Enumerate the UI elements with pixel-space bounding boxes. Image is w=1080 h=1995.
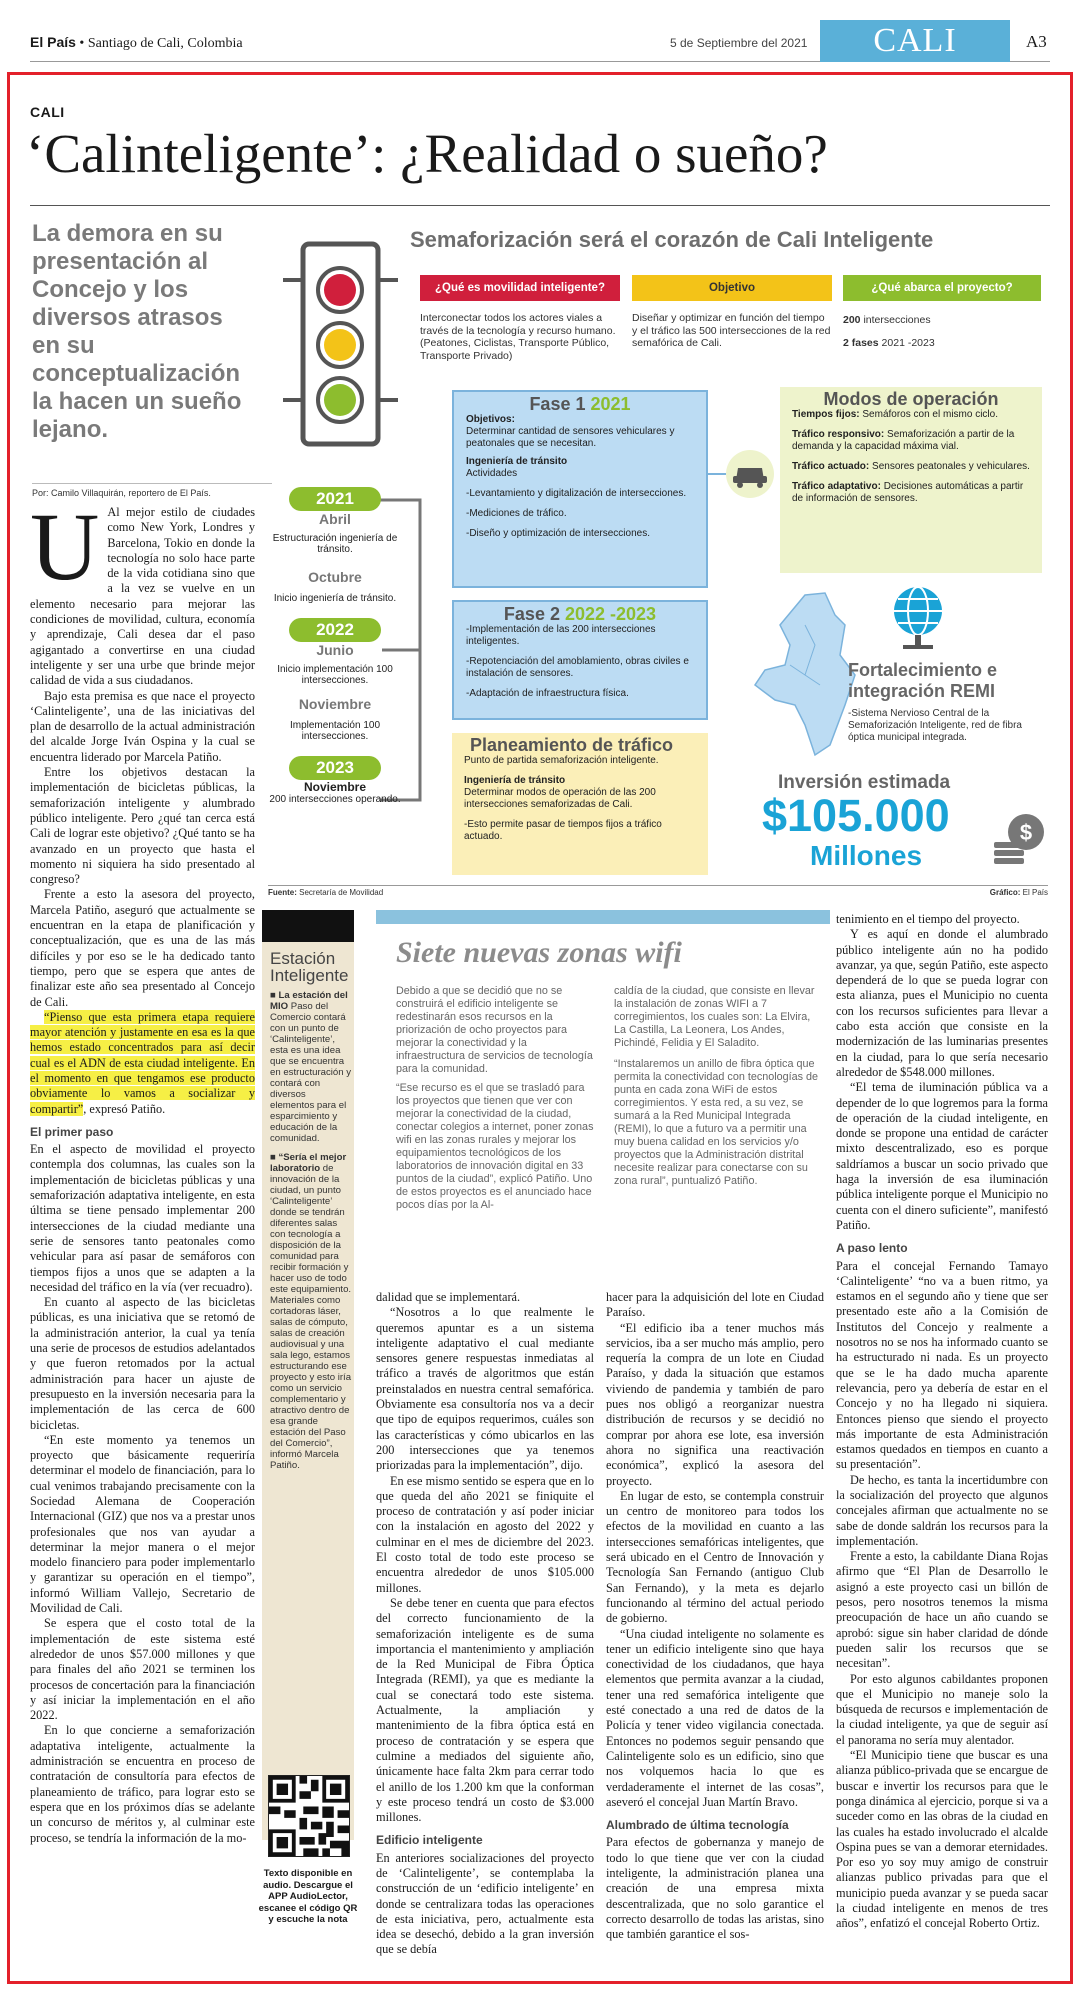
paragraph: En ese mismo sentido se espera que en lo que queda del año 2021 se finiquite el proceso de contratación y así poder iniciar con la instalación en agosto del 2022 y culminar en el mes de diciembre del 2023. El costo total de todo este proceso se encuentra alrededor de unos $105.000 millones. <box>376 1473 594 1595</box>
sidebar-header-bar <box>262 910 354 942</box>
label: Tráfico actuado: <box>792 461 870 472</box>
byline: Por: Camilo Villaquirán, reportero de El País. <box>32 483 272 498</box>
label: Ingeniería de tránsito <box>464 775 566 786</box>
planeamiento-title: Planeamiento de tráfico <box>470 735 674 755</box>
paragraph: Al mejor estilo de ciudades como New York, Londres y Barcelona, Tokio en donde la tecnología no solo hace parte de la vida cotidiana sino que a la vez se vuelve en un elemento necesario para mejorar las condiciones de movilidad, cultura, economía y aprendizaje, Cali desea dar el paso agigantado a convertirse en una ciudad inteligente y ser una urbe que brinde mejor calidad de vida a sus ciudadanos. <box>30 505 255 688</box>
objetivo-text: Diseñar y optimizar en función del tiempo y el tráfico las 500 intersecciones de la red semafórica de Cali. <box>632 312 831 349</box>
paragraph: Y es aquí en donde el alumbrado público inteligente aún no ha podido avanzar, ya que, según Patiño, este aspecto dependerá de lo que se pueda lograr con esta alianza, pues el Municipio no cuenta con los recursos suficientes para llevar a cabo esta acción que consiste en la modernización de las luminarias presentes en la ciudad, para lo que sería necesario alrededor de $548.000 millones. <box>836 927 1048 1079</box>
paragraph: “El tema de iluminación pública va a depender de lo que logremos para la forma de operación de la ciudad inteligente, en donde se propone una entidad de carácter mixto descentralizado, eso es porque saldríamos a buscar un socio privado que haga la inversión de esa iluminación pública inteligente porque el Municipio no cuenta con el dinero suficiente”, manifestó Patiño. <box>836 1080 1048 1232</box>
text: Decisiones automáticas a partir de información de sensores. <box>792 481 1024 504</box>
date: 5 de Septiembre del 2021 <box>670 36 808 50</box>
abarca-label: intersecciones <box>863 314 931 326</box>
label: Ingeniería de tránsito <box>466 456 568 467</box>
paragraph: Se espera que el costo total de la implementación de este sistema esté alrededor de unos $57.000 millones y que para finales del año 2021 se terminen los procesos de concertación para la financiación y así iniciar la implementación en el año 2022. <box>30 1616 255 1723</box>
inversion-unit: Millones <box>810 840 923 871</box>
timeline-text: Inicio implementación 100 intersecciones. <box>277 664 393 686</box>
fase-label: Fase 2 <box>503 604 560 624</box>
timeline-text: Inicio ingeniería de tránsito. <box>273 593 397 604</box>
deck: La demora en su presentación al Concejo y los diversos atrasos en su conceptualización la hacen un sueño lejano. <box>32 220 242 443</box>
text: -Levantamiento y digitalización de intersecciones. <box>466 488 687 499</box>
globe-icon <box>888 583 948 653</box>
sidebar-title <box>270 950 348 984</box>
paragraph: Frente a esto la asesora del proyecto, Marcela Patiño, aseguró que actualmente se encuentran en la etapa de planificación y conceptualización, que es una de las más difíciles y por eso se le ha dedicado tanto tiempo, pero que se espera que antes de finalizar este año sea presentado al Concejo de Cali. <box>30 887 255 1009</box>
timeline-year: 2022 <box>289 618 381 642</box>
sidebar-body: de innovación de la ciudad, un punto ‘Calinteligente’ donde se tendrán diferentes salas con tecnología a disposición de la comunidad para recibir formación y hacer uso de todo este equipamiento. Materiales como cortadoras láser, salas de cómputo, salas de creación audiovisual y una sala lego, estamos estructurando ese proyecto y esto iría como un servicio complementario y atractivo dentro de esa grande estación del Paso del Comercio”, informó Marcela Patiño. <box>270 1163 352 1471</box>
paper-name: El País <box>30 34 76 50</box>
text: Determinar modos de operación de las 200 intersecciones semaforizadas de Cali. <box>464 787 656 810</box>
abarca-text <box>843 314 1041 349</box>
infographic-title: Semaforización será el corazón de Cali Inteligente <box>410 227 934 252</box>
paragraph: Bajo esta premisa es que nace el proyecto ‘Calinteligente’, una de las iniciativas del plan de desarrollo de la actual administración del alcalde Jorge Iván Ospina y la cual se encuentra liderado por Marcela Patiño. <box>30 688 255 764</box>
text: -Mediciones de tráfico. <box>466 508 567 519</box>
abarca-num: 2 fases <box>843 336 879 349</box>
subheading: El primer paso <box>30 1124 114 1139</box>
remi-text: -Sistema Nervioso Central de la Semaforización Inteligente, red de fibra óptica municipal integrada. <box>848 708 1022 743</box>
timeline <box>260 487 410 805</box>
money-icon <box>990 808 1046 866</box>
subheading: Alumbrado de última tecnología <box>606 1818 789 1833</box>
sidebar-title-line: Inteligente <box>270 966 349 985</box>
fase-year: 2021 <box>590 394 631 414</box>
fase-label: Fase 1 <box>529 394 586 414</box>
text: Actividades <box>466 468 518 479</box>
timeline-month: Noviembre <box>298 696 372 712</box>
paragraph: Debido a que se decidió que no se construirá el edificio inteligente se redestinarán esos recursos en la priorización de ocho proyectos para mejorar la conectividad y la infraestructura de servicios de tecnología para la comunidad. <box>396 985 593 1075</box>
text: Semaforización a partir de la demanda y la capacidad máxima vial. <box>792 429 1015 452</box>
text: Determinar cantidad de sensores vehiculares y peatonales que se necesitan. <box>466 426 675 449</box>
timeline-month: Junio <box>316 642 354 658</box>
remi-title: Fortalecimiento e integración REMI <box>848 660 998 701</box>
fase2-title <box>466 604 694 624</box>
paragraph: En anteriores socializaciones del proyecto de ‘Calinteligente’, se contemplaba la construcción de un ‘edificio inteligente’ en donde se centralizara todas las operaciones de esta iniciativa, pero, actualmente esta idea se desechó, debido a la gran inversión que se debía <box>376 1850 594 1957</box>
car-icon <box>706 444 786 504</box>
column-3 <box>606 1290 824 1942</box>
source-line <box>268 885 1048 897</box>
pill-movilidad: ¿Qué es movilidad inteligente? <box>420 275 620 301</box>
paragraph: “Instalaremos un anillo de fibra óptica que permita la conectividad con tecnologías de punta en cada zona WiFi de estos corregimientos. Y esta red, a su vez, se sumará a la Red Municipal Integrada (REMI), lo que a futuro va a permitir una muy buena calidad en los servicios y/o proyectos que la Administración distrital necesite realizar para conectarse con su zona rural”, puntualizó Patiño. <box>614 1058 819 1187</box>
pill-abarca: ¿Qué abarca el proyecto? <box>843 275 1041 301</box>
traffic-light-icon <box>278 240 403 450</box>
sidebar-bold: “Sería el mejor laboratorio <box>270 1152 347 1174</box>
text: Semáforos con el mismo ciclo. <box>862 409 998 420</box>
fase1-title <box>466 394 694 414</box>
sidebar-bold: La estación del MIO <box>270 990 348 1012</box>
timeline-text: Implementación 100 intersecciones. <box>289 720 381 742</box>
paragraph: Se debe tener en cuenta que para efectos del correcto funcionamiento de la semaforización inteligente es de suma importancia el mantenimiento y ampliación de la Red Municipal de Fibra Óptica Integrada (REMI), ya que es mediante la cual se conectará todo este sistema. Actualmente, la ampliación y mantenimiento de la fibra óptica está en proceso de contratación y se espera que culmine a mediados del siguiente año, únicamente hace falta 2km para cerrar todo el anillo de los 1.200 km que la conforman y este proceso tendrá un costo de $3.000 millones. <box>376 1595 594 1825</box>
dropcap: U <box>30 493 100 600</box>
paragraph: tenimiento en el tiempo del proyecto. <box>836 912 1020 926</box>
paragraph: dalidad que se implementará. <box>376 1290 521 1304</box>
paragraph: Entre los objetivos destacan la implementación de bicicletas públicas, la semaforización inteligente y alumbrado público inteligente. Pero ¿qué tan cerca está Cali de lograr este objetivo? ¿Qué tanto se ha avanzado en un proyecto que hasta el momento ni siquiera ha sido presentado al congreso? <box>30 765 255 887</box>
fase2-box <box>452 600 708 720</box>
wifi-title: Siete nuevas zonas wifi <box>396 936 682 969</box>
timeline-month: Octubre <box>308 569 362 585</box>
text: -Esto permite pasar de tiempos fijos a tráfico actuado. <box>464 819 662 842</box>
timeline-year: 2021 <box>289 487 381 511</box>
fase1-box <box>452 390 708 588</box>
quote-tail: , expresó Patiño. <box>83 1101 166 1116</box>
subheading: Edificio inteligente <box>376 1833 483 1848</box>
location: Santiago de Cali, Colombia <box>87 36 243 51</box>
paragraph: En lugar de esto, se contempla construir un centro de monitoreo para todos los efectos de la movilidad en cuanto a las intersecciones semafóricas inteligentes, que será ubicado en el Centro de Innovación y Tecnología San Fernando (antiguo Club San Fernando), y la meta es dejarlo funcionando al término del actual periodo de gobierno. <box>606 1488 824 1626</box>
planeamiento-box <box>452 733 708 875</box>
paragraph: “Ese recurso es el que se trasladó para los proyectos que tienen que ver con mejorar la conectividad de la ciudad, conectar colegios a internet, poner zonas wifi en las zonas rurales y mejorar los equipamientos tecnológicos de los laboratorios de innovación digital en 33 puntos de la ciudad”, explicó Patiño. Uno de estos proyectos es el anunciado hace pocos días por la Al- <box>396 1082 594 1211</box>
fase-year: 2022 -2023 <box>564 604 657 624</box>
inversion-amount: $105.000 <box>762 790 950 841</box>
text: -Repotenciación del amoblamiento, obras civiles e instalación de sensores. <box>466 656 689 679</box>
paragraph: Para el concejal Fernando Tamayo ‘Calinteligente’ “no va a buen ritmo, ya estamos en el segundo año y tiene que ser presentado este año a la Comisión de Institutos del Concejo y realmente a nosotros no se nos ha informado cuanto se ha estructurado ni nada. Es un proyecto que se le ha dado mucha aparente relevancia, pero ya debería de estar en el Concejo y no ha llegado ni siquiera. Entonces pienso que siendo el proyecto más importante de esta Administración estamos quedados en tiempos en cuanto a su presentación”. <box>836 1258 1048 1472</box>
paragraph: “Nosotros a lo que realmente le queremos apuntar es a un sistema inteligente adaptativo el cual mediante sensores genere respuestas inmediatas al tráfico a través de algoritmos que están preinstalados en nuestra central semafórica. Obviamente esa consultoría nos va a decir que tipo de equipos requerimos, cuáles son las características y cómo ubicarlos en las 200 intersecciones que ya tenemos priorizadas para la implementación”, dijo. <box>376 1305 594 1473</box>
abarca-label: 2021 -2023 <box>881 336 935 349</box>
wifi-col-1 <box>396 985 596 1212</box>
label: Tráfico responsivo: <box>792 429 885 440</box>
timeline-month: Noviembre <box>303 780 367 794</box>
headline: ‘Calinteligente’: ¿Realidad o sueño? <box>26 123 828 184</box>
timeline-text: Estructuración ingeniería de tránsito. <box>272 533 398 555</box>
text: -Implementación de las 200 intersecciones inteligentes. <box>466 624 656 647</box>
section-tab: CALI <box>820 20 1010 62</box>
timeline-year: 2023 <box>289 756 381 780</box>
kicker: CALI <box>30 104 65 120</box>
source-text: Secretaría de Movilidad <box>299 888 384 897</box>
inversion-label: Inversión estimada <box>778 772 951 793</box>
wifi-col-2 <box>614 985 819 1188</box>
svg-text:$: $ <box>1019 820 1033 845</box>
text: -Adaptación de infraestructura física. <box>466 688 629 699</box>
paragraph: De hecho, es tanta la incertidumbre con la socialización del proyecto que algunos concejales afirman que actualmente no se sabe de donde saldrán los recursos para la implementación. <box>836 1472 1048 1548</box>
modos-title: Modos de operación <box>823 389 999 409</box>
column-4 <box>836 912 1048 1932</box>
divider <box>30 205 1050 206</box>
paragraph: hacer para la adquisición del lote en Ciudad Paraíso. <box>606 1290 824 1320</box>
credit <box>990 888 1048 897</box>
timeline-month: Abril <box>319 511 351 527</box>
paragraph: En cuanto al aspecto de las bicicletas públicas, es una iniciativa que se retomó de la administración anterior, la cual ya tenía una serie de procesos de estudios adelantados y que fueron retomados por la actual administración para hacer un ajuste de presupuesto en la inversión necesaria para la implementación de las cerca de 600 bicicletas. <box>30 1295 255 1432</box>
masthead: El País • Santiago de Cali, Colombia <box>30 34 243 51</box>
paragraph: En el aspecto de movilidad el proyecto contempla dos columnas, las cuales son la implementación de bicicletas públicas y una semaforización adaptativa inteligente, en esta última se tiene pensado implementar 200 intersecciones de la ciudad mediante una serie de sensores tanto peatonales como vehicular para así pasar de semáforos con tiempos fijos a unos que se adapten a la necesidad del tráfico en la vía (ver recuadro). <box>30 1142 255 1294</box>
qr-caption: Texto disponible en audio. Descargue el APP AudioLector, escanee el código QR y escuche la nota <box>258 1868 358 1925</box>
column-2 <box>376 1290 594 1958</box>
page-number: A3 <box>1026 32 1047 51</box>
quote-text: “Pienso que esta primera etapa requiere mayor atención y justamente en esa es la que hemos estado concentrados para así decir cual es el ADN de esta ciudad inteligente. En el momento en que tengamos ese producto obviamente lo vamos a socializar y compartir” <box>30 1009 255 1116</box>
paragraph: “En este momento ya tenemos un proyecto que básicamente requeriría determinar el modelo de financiación, para lo cual venimos trabajando precisamente con la Sociedad Alemana de Cooperación Internacional (GIZ) que nos va a prestar unos profesionales que nos van ayudar a determinar la mejor manera o el mejor modelo financiero para poder implementarlo y garantizar su operación en el tiempo”, informó William Vallejo, Secretario de Movilidad de Cali. <box>30 1432 255 1616</box>
credit-label: Gráfico: <box>989 888 1021 897</box>
subheading: A paso lento <box>836 1241 908 1256</box>
paragraph: Frente a esto, la cabildante Diana Rojas afirmo que “El Plan de Desarrollo le asignó a este proyecto casi un billón de pesos, pero nosotros tenemos la misma preocupación de hace un año cuando se aprobó: sigue sin haber claridad de dónde pueden salir los recursos que se necesitan”. <box>836 1549 1048 1671</box>
page-header <box>30 22 1050 62</box>
label: Objetivos: <box>466 414 515 425</box>
sidebar-body: Paso del Comercio contará con un punto de ‘Calinteligente’, esta es una idea que se encuentra en estructuración y contará con diversos elementos para el esparcimiento y educación de la comunidad. <box>270 1001 352 1144</box>
source-label: Fuente: <box>268 888 297 897</box>
abarca-num: 200 <box>843 314 861 326</box>
paragraph: Por esto algunos cabildantes proponen que el Municipio no maneje solo la búsqueda de recursos e implementación de la ciudad inteligente, ya que de seguir así el panorama no sería muy alentador. <box>836 1671 1048 1747</box>
text: -Diseño y optimización de intersecciones. <box>466 528 650 539</box>
text: Sensores peatonales y vehiculares. <box>872 461 1030 472</box>
movilidad-text: Interconectar todos los actores viales a través de la tecnología y recurso humano. (Peatones, Ciclistas, Transporte Público, Transporte Privado) <box>420 312 616 362</box>
pill-objetivo: Objetivo <box>632 275 832 301</box>
sidebar-title-line: Estación <box>270 949 336 968</box>
paragraph: caldía de la ciudad, que consiste en llevar la instalación de zonas WIFI a 7 corregimientos, los cuales son: La Elvira, La Castilla, La Leonera, Los Andes, Pichindé, Felidia y El Saladito. <box>614 985 815 1049</box>
paragraph: Para efectos de gobernanza y manejo de todo lo que tiene que ver con la ciudad inteligente, la administración planea una creación de una empresa mixta descentralizada, que no solo garantice el correcto desarrollo de todas las aristas, sino que también garantice el sos- <box>606 1835 824 1942</box>
paragraph: “El Municipio tiene que buscar es una alianza público-privada que se encargue de buscar e invertir los recursos para que le ponga dinámica al ejercicio, porque si va a suceder como en las obras de la ciudad en las cuales ha estado involucrado el alcalde Ospina pues se van a demorar eternidades. Por eso yo soy muy amigo de construir alianzas publico privadas para que el municipio pueda avanzar y se pueda sacar la ciudad inteligente en menos de tres años”, enfatizó el concejal Roberto Ortiz. <box>836 1748 1048 1931</box>
modos-box <box>780 387 1042 573</box>
paragraph: En lo que concierne a semaforización adaptativa inteligente, actualmente la administración se encuentra en proceso de contratación de consultoría para efectos de planeamiento de tráfico, para lograr esto se espera que en los próximos días se adelante un concurso de méritos y, al culminar este proceso, se tendría la información de la mo- <box>30 1723 255 1845</box>
sidebar-text: ■ La estación del MIO Paso del Comercio contará con un punto de ‘Calinteligente’, esta es una idea que se encuentra en estructuración y contará con diversos elementos para el esparcimiento y educación de la comunidad. ■ “Sería el mejor laboratorio de innovación de la ciudad, un punto ‘Calinteligente’ donde se tendrán diferentes salas con tecnología a disposición de la comunidad para recibir formación y hacer uso de todo este equipamiento. Materiales como cortadoras láser, salas de cómputo, salas de creación audiovisual y una sala lego, estamos estructurando ese proyecto y esto iría como un servicio complementario y atractivo dentro de esa grande estación del Paso del Comercio”, informó Marcela Patiño. <box>270 990 352 1471</box>
qr-code-icon[interactable] <box>268 1775 350 1857</box>
text: Punto de partida semaforización inteligente. <box>464 755 659 766</box>
paragraph: “El edificio iba a tener muchos más servicios, iba a ser mucho más amplio, pero requería la compra de un lote en Ciudad Paraíso, y dada la situación que estamos viviendo de pandemia y también de paro pues nos obligó a reorganizar nuestra distribución de recursos y se decidió no comprar por ahora ese lote, esa inversión ahora no significa una reactivación económica”, explicó la asesora del proyecto. <box>606 1320 824 1488</box>
label: Tráfico adaptativo: <box>792 481 881 492</box>
label: Tiempos fijos: <box>792 409 860 420</box>
timeline-text: 200 intersecciones operando. <box>269 794 401 805</box>
credit-text: El País <box>1022 888 1048 897</box>
highlighted-quote <box>30 1010 255 1117</box>
paragraph: “Una ciudad inteligente no solamente es tener un edificio inteligente sino que haya conectividad de los ciudadanos, que haya elementos que permita avanzar a la ciudad, tener una red semafórica inteligente que esté conectado a una red de datos de la Policía y tener video vigilancia conectada. Entonces no podemos seguir pensando que Calinteligente solo es un edificio, sino que nos volquemos hacia lo que es verdaderamente el internet de las cosas”, aseveró el concejal Juan Martín Bravo. <box>606 1626 824 1809</box>
